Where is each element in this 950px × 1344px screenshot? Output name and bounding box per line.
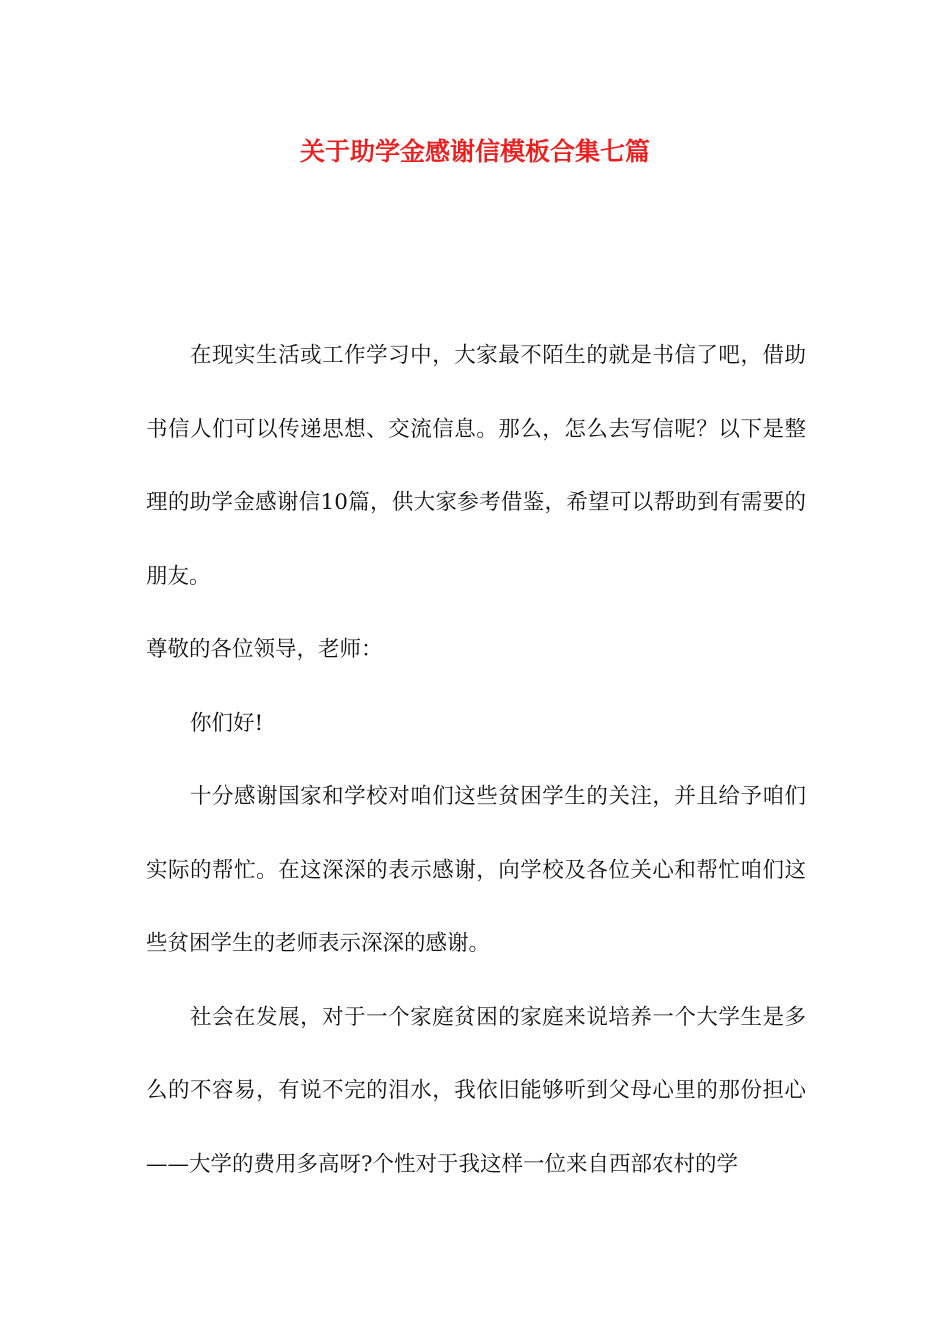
body-paragraph-thanks: 十分感谢国家和学校对咱们这些贫困学生的关注，并且给予咱们实际的帮忙。在这深深的表示感谢，向学校及各位关心和帮忙咱们这些贫困学生的老师表示深深的感谢。 (146, 784, 806, 956)
document-body (146, 319, 806, 1201)
intro-paragraph: 在现实生活或工作学习中，大家最不陌生的就是书信了吧，借助书信人们可以传递思想、交流信息。那么，怎么去写信呢？以下是整理的助学金感谢信10篇，供大家参考借鉴，希望可以帮助到有需要的朋友。 (146, 343, 806, 589)
document-title: 关于助学金感谢信模板合集七篇 (299, 137, 650, 166)
greeting: 你们好! (190, 710, 264, 736)
salutation: 尊敬的各位领导，老师： (146, 637, 383, 662)
body-paragraph-society: 社会在发展，对于一个家庭贫困的家庭来说培养一个大学生是多么的不容易，有说不完的泪水，我依旧能够听到父母心里的那份担心——大学的费用多高呀?个性对于我这样一位来自西部农村的学 (146, 1004, 806, 1177)
